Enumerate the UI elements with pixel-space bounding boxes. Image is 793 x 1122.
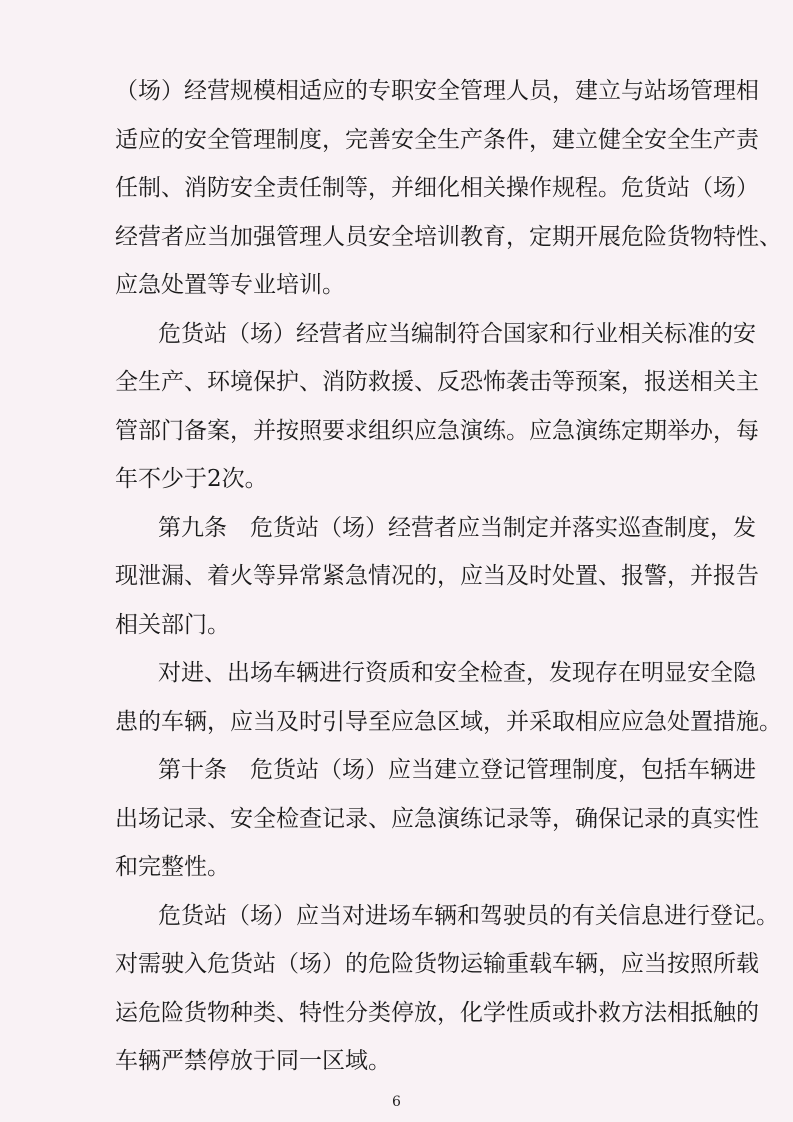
page-number: 6 <box>392 1094 401 1110</box>
text-line: （场）经营规模相适应的专职安全管理人员，建立与站场管理相 <box>115 78 759 104</box>
text-line: 应急处置等专业培训。 <box>115 272 345 298</box>
text-line: 相关部门。 <box>115 611 230 638</box>
text-line: 全生产、环境保护、消防救援、反恐怖袭击等预案，报送相关主 <box>115 369 759 395</box>
text-line: 现泄漏、着火等异常紧急情况的，应当及时处置、报警，并报告 <box>115 563 759 589</box>
text-line: 第九条 危货站（场）经营者应当制定并落实巡查制度，发 <box>158 514 756 541</box>
text-line: 车辆严禁停放于同一区域。 <box>115 1048 391 1074</box>
text-line: 第十条 危货站（场）应当建立登记管理制度，包括车辆进 <box>158 757 756 783</box>
text-line: 对进、出场车辆进行资质和安全检查，发现存在明显安全隐 <box>158 660 756 686</box>
text-line: 年不少于2次。 <box>115 466 268 492</box>
text-line: 任制、消防安全责任制等，并细化相关操作规程。危货站（场） <box>115 175 759 201</box>
text-line: 管部门备案，并按照要求组织应急演练。应急演练定期举办，每 <box>115 417 759 444</box>
text-line: 和完整性。 <box>115 854 230 880</box>
text-line: 运危险货物种类、特性分类停放，化学性质或扑救方法相抵触的 <box>115 999 759 1026</box>
text-line: 危货站（场）应当对进场车辆和驾驶员的有关信息进行登记。 <box>158 902 779 929</box>
text-line: 危货站（场）经营者应当编制符合国家和行业相关标准的安 <box>158 320 756 347</box>
text-line: 患的车辆，应当及时引导至应急区域，并采取相应应急处置措施。 <box>115 708 782 735</box>
text-line: 对需驶入危货站（场）的危险货物运输重载车辆，应当按照所载 <box>115 951 759 977</box>
text-line: 适应的安全管理制度，完善安全生产条件，建立健全安全生产责 <box>115 126 759 153</box>
text-line: 经营者应当加强管理人员安全培训教育，定期开展危险货物特性、 <box>115 223 782 250</box>
text-line: 出场记录、安全检查记录、应急演练记录等，确保记录的真实性 <box>115 805 759 832</box>
